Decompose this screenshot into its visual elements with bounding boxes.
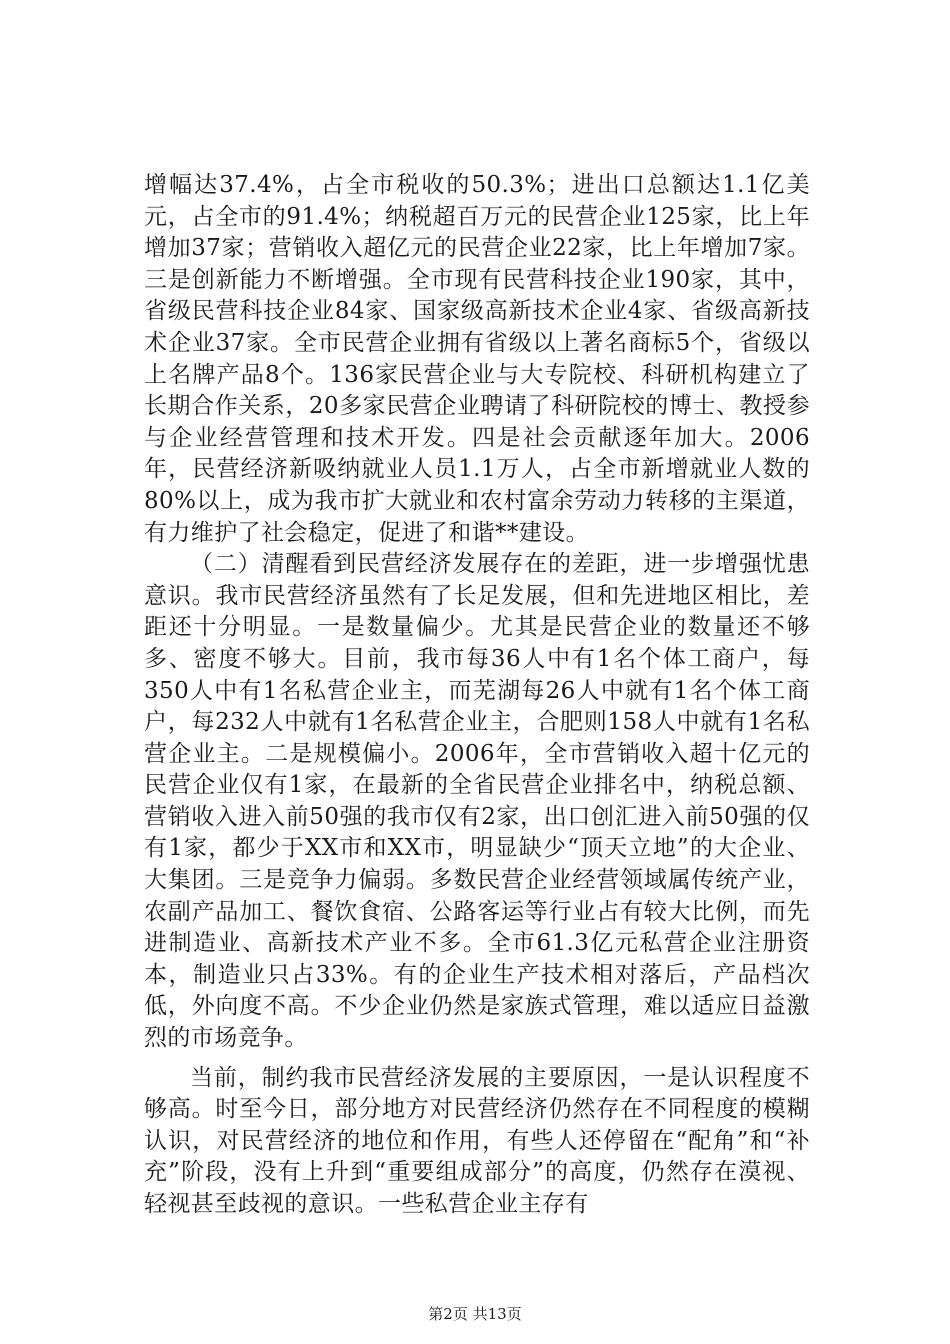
page-footer: 第2页 共13页 bbox=[428, 1305, 522, 1323]
paragraph-continuation: 增幅达37.4%，占全市税收的50.3%；进出口总额达1.1亿美元，占全市的91.4%；纳税超百万元的民营企业125家，比上年增加37家；营销收入超亿元的民营企业22家，比上年增加7家。三是创新能力不断增强。全市现有民营科技企业190家，其中，省级民营科技企业84家、国家级高新技术企业4家、省级高新技术企业37家。全市民营企业拥有省级以上著名商标5个，省级以上名牌产品8个。136家民营企业与大专院校、科研机构建立了长期合作关系，20多家民营企业聘请了科研院校的博士、教授参与企业经营管理和技术开发。四是社会贡献逐年加大。2006年，民营经济新吸纳就业人员1.1万人，占全市新增就业人数的80%以上，成为我市扩大就业和农村富余劳动力转移的主渠道，有力维护了社会稳定，促进了和谐**建设。 bbox=[144, 172, 810, 546]
paragraph-causes: 当前，制约我市民营经济发展的主要原因，一是认识程度不够高。时至今日，部分地方对民营经济仍然存在不同程度的模糊认识，对民营经济的地位和作用，有些人还停留在“配角”和“补充”阶段，没有上升到“重要组成部分”的高度，仍然存在漠视、轻视甚至歧视的意识。一些私营企业主存有 bbox=[144, 1064, 810, 1217]
document-body bbox=[144, 170, 810, 1221]
paragraph-section-two: （二）清醒看到民营经济发展存在的差距，进一步增强忧患意识。我市民营经济虽然有了长足发展，但和先进地区相比，差距还十分明显。一是数量偏少。尤其是民营企业的数量还不够多、密度不够大。目前，我市每36人中有1名个体工商户，每350人中有1名私营企业主，而芜湖每26人中就有1名个体工商户，每232人中就有1名私营企业主，合肥则158人中就有1名私营企业主。二是规模偏小。2006年，全市营销收入超十亿元的民营企业仅有1家，在最新的全省民营企业排名中，纳税总额、营销收入进入前50强的我市仅有2家，出口创汇进入前50强的仅有1家，都少于XX市和XX市，明显缺少“顶天立地”的大企业、大集团。三是竞争力偏弱。多数民营企业经营领域属传统产业，农副产品加工、餐饮食宿、公路客运等行业占有较大比例，而先进制造业、高新技术产业不多。全市61.3亿元私营企业注册资本，制造业只占33%。有的企业生产技术相对落后，产品档次低，外向度不高。不少企业仍然是家族式管理，难以适应日益激烈的市场竞争。 bbox=[144, 551, 810, 1052]
